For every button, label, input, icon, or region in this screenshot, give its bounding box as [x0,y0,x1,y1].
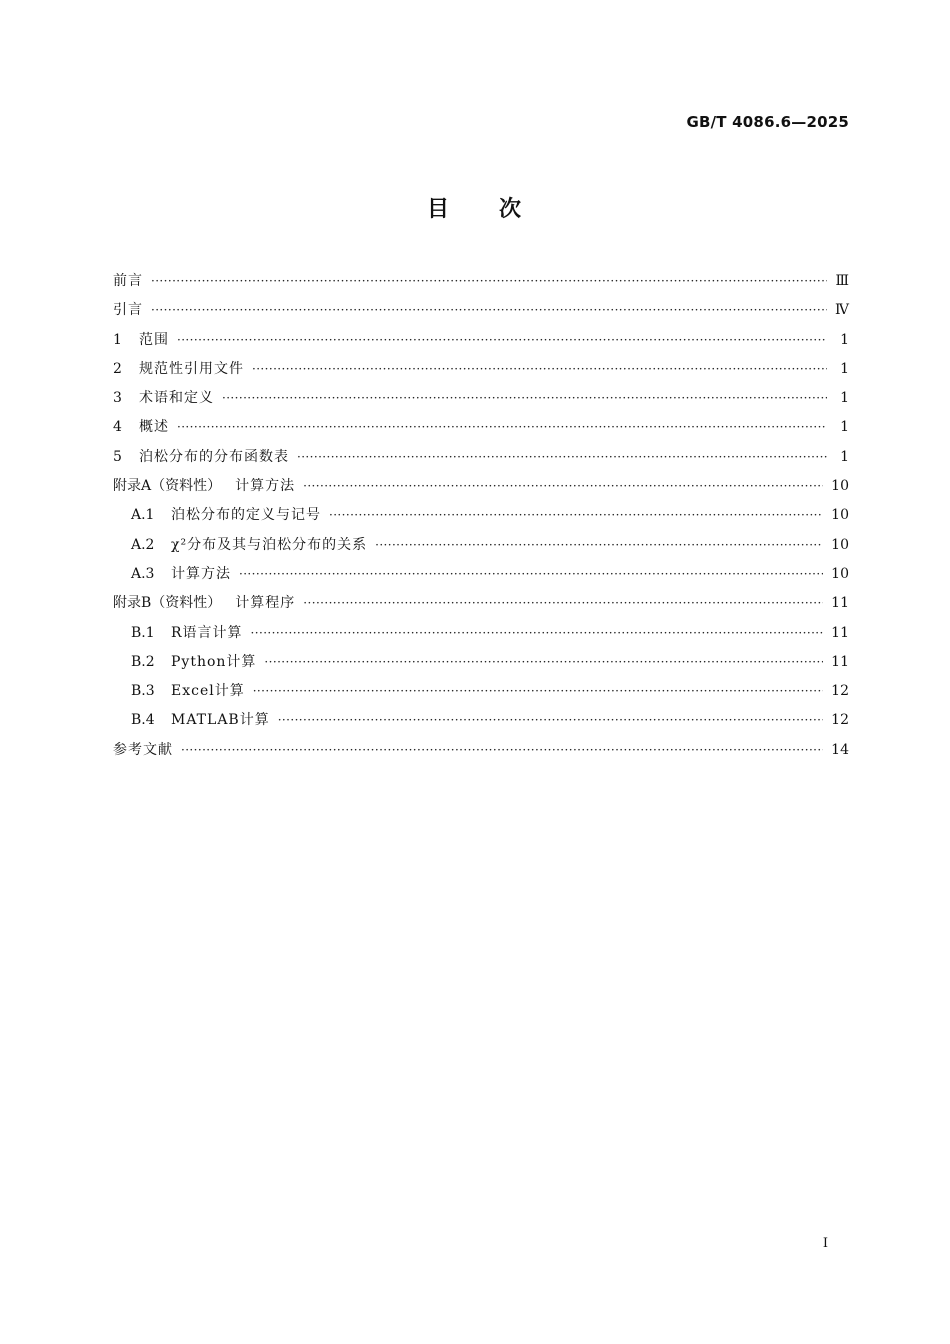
toc-entry-page: 1 [840,390,849,407]
toc-entry-number: 2 [113,360,122,377]
toc-entry-number: B.1 [131,624,155,641]
toc-entry-title: 概述 [139,419,169,436]
toc-entry-annex-a[interactable] [113,475,849,504]
toc-entry-number: 1 [113,331,122,348]
standard-code: GB/T 4086.6—2025 [686,113,849,131]
toc-entry-page: 11 [831,653,849,670]
toc-entry-a3[interactable] [113,563,849,592]
toc-leader-dots [222,391,827,405]
toc-entry-number: 3 [113,390,122,407]
toc-entry-number: 4 [113,419,122,436]
table-of-contents [113,270,849,768]
toc-entry-page: 10 [831,507,849,524]
toc-entry-title: Python计算 [171,653,257,670]
toc-entry-page: 12 [831,712,849,729]
toc-entry-title: 规范性引用文件 [139,360,244,377]
toc-entry-normative-references[interactable] [113,358,849,387]
toc-leader-dots [151,303,827,317]
toc-entry-introduction[interactable] [113,299,849,328]
toc-entry-number: B.4 [131,712,155,729]
toc-entry-title: 计算方法 [171,565,231,582]
toc-entry-title: 泊松分布的分布函数表 [139,448,289,465]
toc-entry-number: 附录A（资料性） [113,478,222,495]
toc-entry-number: A.1 [131,507,155,524]
toc-entry-title: 计算方法 [235,478,296,495]
toc-leader-dots [303,596,823,610]
toc-entry-page: 1 [840,331,849,348]
toc-entry-number: A.2 [131,536,155,553]
toc-leader-dots [278,713,823,727]
toc-entry-bibliography[interactable] [113,739,849,768]
toc-entry-foreword[interactable] [113,270,849,299]
toc-entry-number: A.3 [131,565,155,582]
toc-leader-dots [251,626,824,640]
toc-leader-dots [239,567,823,581]
toc-entry-page: 1 [840,419,849,436]
toc-leader-dots [329,508,823,522]
toc-entry-b1[interactable] [113,622,849,651]
toc-entry-scope[interactable] [113,329,849,358]
toc-entry-overview[interactable] [113,416,849,445]
toc-entry-title: R语言计算 [171,624,243,641]
toc-entry-page: Ⅳ [835,302,849,319]
toc-entry-annex-b[interactable] [113,592,849,621]
page-title: 目 次 [426,197,523,222]
toc-entry-title: 泊松分布的定义与记号 [171,507,321,524]
toc-leader-dots [177,333,827,347]
toc-entry-b2[interactable] [113,651,849,680]
toc-entry-number: B.3 [131,683,155,700]
toc-entry-number: 5 [113,448,122,465]
toc-entry-page: 11 [831,595,849,612]
toc-leader-dots [253,684,823,698]
toc-entry-poisson-table[interactable] [113,446,849,475]
toc-entry-title: 参考文献 [113,741,173,758]
toc-entry-b4[interactable] [113,709,849,738]
toc-leader-dots [375,538,823,552]
toc-leader-dots [181,743,823,757]
toc-leader-dots [252,362,827,376]
page-number: I [822,1236,828,1251]
toc-entry-page: 1 [840,360,849,377]
toc-entry-b3[interactable] [113,680,849,709]
toc-entry-title: 术语和定义 [139,390,214,407]
toc-entry-page: 10 [831,565,849,582]
toc-entry-a1[interactable] [113,504,849,533]
toc-entry-number: 附录B（资料性） [113,595,222,612]
toc-entry-title: χ²分布及其与泊松分布的关系 [171,536,368,553]
toc-entry-title: Excel计算 [171,683,245,700]
toc-leader-dots [264,655,823,669]
toc-entry-page: 1 [840,448,849,465]
toc-leader-dots [303,479,823,493]
toc-entry-title: MATLAB计算 [171,712,270,729]
toc-entry-title: 计算程序 [235,595,296,612]
toc-entry-page: 14 [831,741,849,758]
toc-leader-dots [151,274,827,288]
toc-entry-title: 范围 [139,331,169,348]
toc-entry-page: Ⅲ [835,273,849,289]
toc-entry-page: 10 [831,478,849,495]
toc-entry-a2[interactable] [113,534,849,563]
toc-leader-dots [177,420,827,434]
toc-entry-terms-definitions[interactable] [113,387,849,416]
toc-entry-page: 11 [831,624,849,641]
toc-entry-page: 10 [831,536,849,553]
toc-entry-title: 引言 [113,302,143,319]
toc-leader-dots [297,450,827,464]
toc-entry-page: 12 [831,683,849,700]
toc-entry-title: 前言 [113,273,143,289]
toc-entry-number: B.2 [131,653,155,670]
